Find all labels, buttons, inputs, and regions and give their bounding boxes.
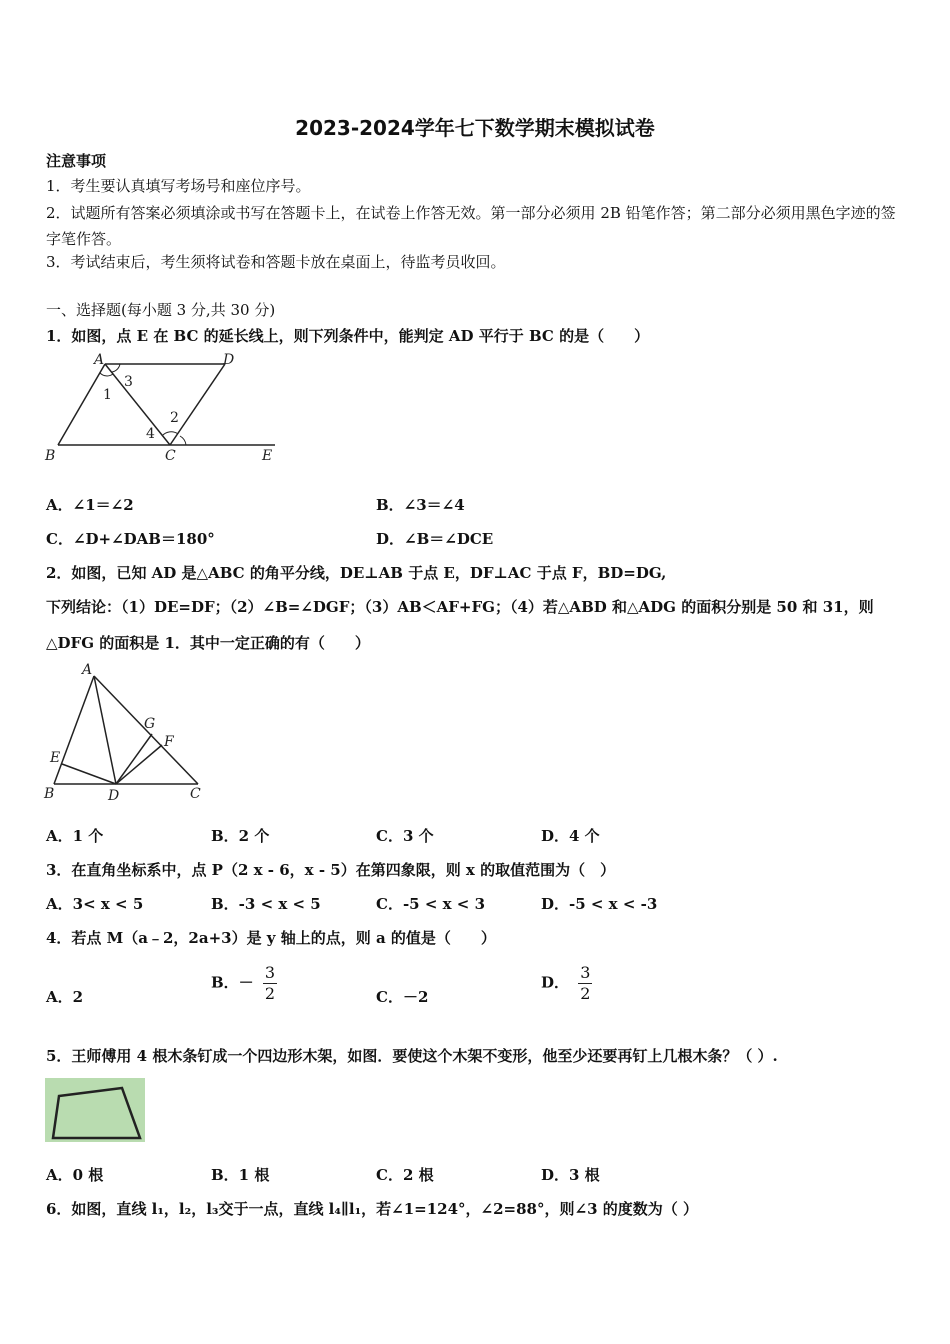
q1-option-b[interactable]: B．∠3＝∠4 <box>376 496 465 514</box>
q2-label-A: A <box>82 662 93 678</box>
q2-stem-line-2: 下列结论：（1）DE=DF；（2）∠B=∠DGF；（3）AB＜AF+FG；（4）若△ABD 和△ADG 的面积分别是 50 和 31，则 <box>46 598 874 616</box>
notice-heading: 注意事项 <box>46 152 107 170</box>
q5-option-a[interactable]: A．0 根 <box>46 1166 104 1184</box>
q2-label-F: F <box>164 734 174 750</box>
q4-option-d-label: D． <box>541 973 570 992</box>
q4-option-b-fraction <box>263 963 277 1004</box>
q2-label-D: D <box>108 788 120 804</box>
q4-option-b-denominator: 2 <box>264 984 276 1003</box>
q4-stem: 4．若点 M（a﹣2，2a+3）是 y 轴上的点，则 a 的值是（ ） <box>46 929 496 947</box>
q2-label-E: E <box>50 750 61 766</box>
section-heading: 一、选择题(每小题 3 分,共 30 分) <box>46 301 276 319</box>
q2-figure <box>40 660 215 805</box>
q3-option-c[interactable]: C．-5 < x < 3 <box>376 895 486 913</box>
q5-option-b[interactable]: B．1 根 <box>211 1166 270 1184</box>
q1-label-C: C <box>165 448 176 464</box>
q2-label-C: C <box>190 786 201 802</box>
q3-option-a[interactable]: A．3< x < 5 <box>46 895 144 913</box>
q1-stem: 1．如图，点 E 在 BC 的延长线上，则下列条件中，能判定 AD 平行于 BC 的是（ ） <box>46 327 650 345</box>
q4-option-b-label: B．－ <box>211 973 254 992</box>
q5-quadrilateral <box>45 1078 145 1142</box>
q1-option-d[interactable]: D．∠B＝∠DCE <box>376 530 494 548</box>
q1-label-E: E <box>262 448 273 464</box>
q4-option-d-denominator: 2 <box>580 984 591 1003</box>
q1-label-4: 4 <box>146 426 155 442</box>
q1-figure <box>40 352 280 467</box>
q6-stem: 6．如图，直线 l₁，l₂，l₃交于一点，直线 l₄∥l₁，若∠1=124°，∠2=88°，则∠3 的度数为（ ） <box>46 1200 698 1218</box>
q3-option-d[interactable]: D．-5 < x < -3 <box>541 895 658 913</box>
q1-option-c[interactable]: C．∠D+∠DAB＝180° <box>46 530 215 548</box>
q1-label-3: 3 <box>124 374 133 390</box>
q1-label-2: 2 <box>170 410 179 426</box>
q1-option-a[interactable]: A．∠1＝∠2 <box>46 496 134 514</box>
q2-option-b[interactable]: B．2 个 <box>211 827 270 845</box>
q2-option-c[interactable]: C．3 个 <box>376 827 434 845</box>
q3-option-b[interactable]: B．-3 < x < 5 <box>211 895 321 913</box>
q5-figure <box>45 1078 145 1142</box>
notice-item-1: 1．考生要认真填写考场号和座位序号。 <box>46 177 311 195</box>
q2-option-a[interactable]: A．1 个 <box>46 827 104 845</box>
q3-stem: 3．在直角坐标系中，点 P（2 x - 6，x - 5）在第四象限，则 x 的取值范围为（ ） <box>46 861 616 879</box>
q2-label-G: G <box>144 716 156 732</box>
q4-option-b[interactable] <box>211 963 277 1004</box>
q1-label-1: 1 <box>103 387 112 403</box>
q2-label-B: B <box>44 786 55 802</box>
q4-option-d-fraction <box>578 963 592 1004</box>
q4-option-b-numerator: 3 <box>264 963 276 982</box>
page-title: 2023-2024学年七下数学期末模拟试卷 <box>295 116 655 140</box>
q2-stem-line-3: △DFG 的面积是 1．其中一定正确的有（ ） <box>46 634 370 652</box>
q1-label-A: A <box>94 352 105 368</box>
q5-stem: 5．王师傅用 4 根木条钉成一个四边形木架，如图．要使这个木架不变形，他至少还要再钉上几根木条？（ ）. <box>46 1047 778 1065</box>
q4-option-a[interactable]: A．2 <box>46 988 84 1006</box>
q2-option-d[interactable]: D．4 个 <box>541 827 600 845</box>
q1-label-B: B <box>45 448 56 464</box>
q4-option-d[interactable] <box>541 963 592 1004</box>
q5-option-d[interactable]: D．3 根 <box>541 1166 600 1184</box>
q4-option-c[interactable]: C．－2 <box>376 988 429 1006</box>
q4-option-d-numerator: 3 <box>580 963 591 982</box>
q5-option-c[interactable]: C．2 根 <box>376 1166 434 1184</box>
q2-stem-line-1: 2．如图，已知 AD 是△ABC 的角平分线，DE⊥AB 于点 E，DF⊥AC 于点 F，BD=DG, <box>46 564 667 582</box>
q1-label-D: D <box>223 352 235 368</box>
notice-item-3: 3．考试结束后，考生须将试卷和答题卡放在桌面上，待监考员收回。 <box>46 253 506 271</box>
notice-item-2: 2．试题所有答案必须填涂或书写在答题卡上，在试卷上作答无效。第一部分必须用 2B 铅笔作答；第二部分必须用黑色字迹的签字笔作答。 <box>46 204 896 248</box>
